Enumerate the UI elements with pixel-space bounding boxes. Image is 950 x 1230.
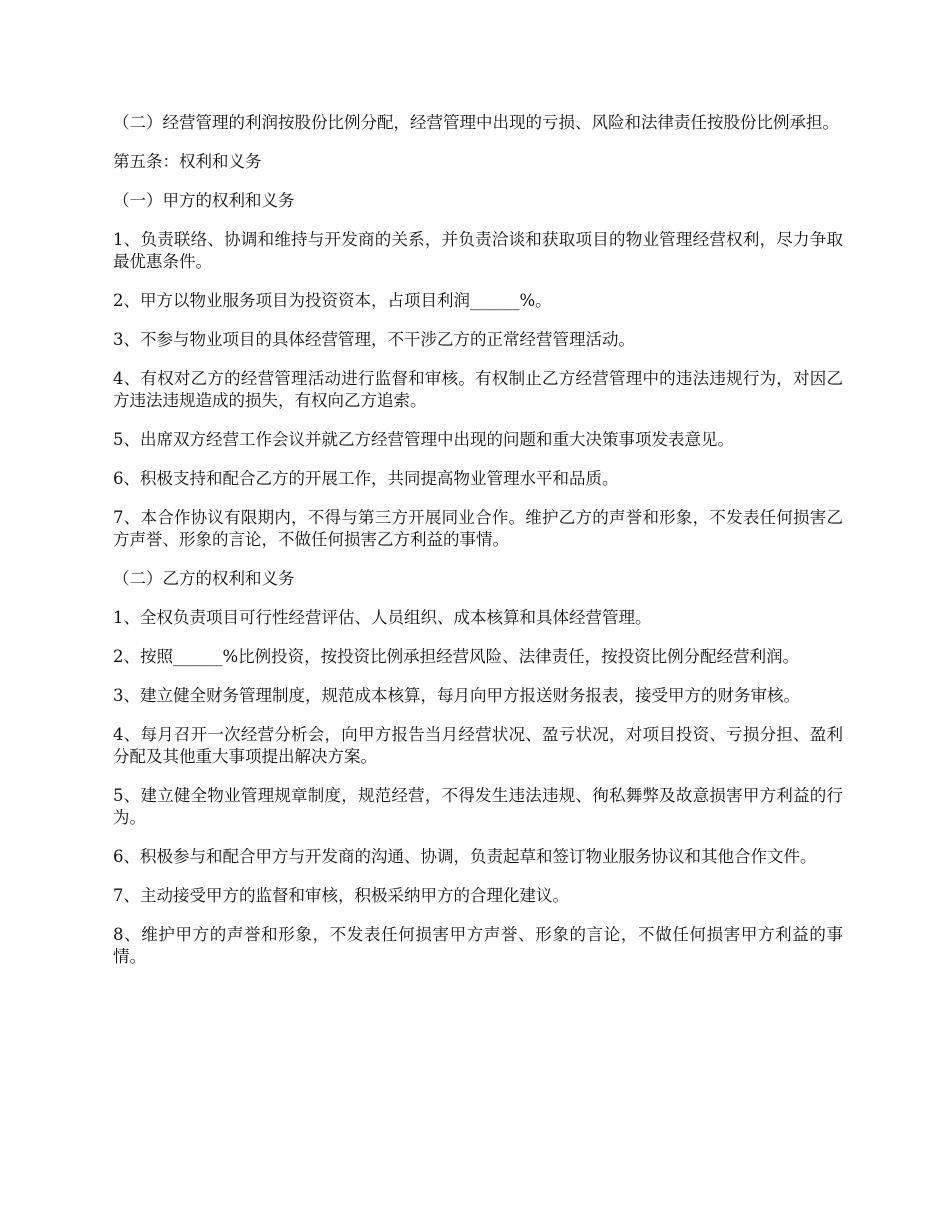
party-a-item-4: 4、有权对乙方的经营管理活动进行监督和审核。有权制止乙方经营管理中的违法违规行为，对因乙方违法违规造成的损失，有权向乙方追索。	[113, 369, 843, 410]
paragraph-profit-distribution: （二）经营管理的利润按股份比例分配，经营管理中出现的亏损、风险和法律责任按股份比例承担。	[113, 113, 839, 132]
party-b-item-2: 2、按照______%比例投资，按投资比例承担经营风险、法律责任，按投资比例分配经营利润。	[113, 647, 800, 666]
party-a-item-2: 2、甲方以物业服务项目为投资资本，占项目利润______%。	[113, 291, 552, 310]
party-a-item-6: 6、积极支持和配合乙方的开展工作，共同提高物业管理水平和品质。	[113, 469, 619, 488]
party-a-item-3: 3、不参与物业项目的具体经营管理，不干涉乙方的正常经营管理活动。	[113, 330, 635, 349]
party-a-item-7: 7、本合作协议有限期内，不得与第三方开展同业合作。维护乙方的声誉和形象，不发表任何损害乙方声誉、形象的言论，不做任何损害乙方利益的事情。	[113, 508, 843, 549]
party-b-section-heading: （二）乙方的权利和义务	[113, 569, 295, 588]
party-a-item-1: 1、负责联络、协调和维持与开发商的关系，并负责洽谈和获取项目的物业管理经营权利，尽力争取最优惠条件。	[113, 230, 843, 271]
article-5-heading: 第五条：权利和义务	[113, 152, 262, 171]
party-b-item-3: 3、建立健全财务管理制度，规范成本核算，每月向甲方报送财务报表，接受甲方的财务审核。	[113, 686, 800, 705]
party-b-item-6: 6、积极参与和配合甲方与开发商的沟通、协调，负责起草和签订物业服务协议和其他合作文件。	[113, 847, 817, 866]
party-b-item-4: 4、每月召开一次经营分析会，向甲方报告当月经营状况、盈亏状况，对项目投资、亏损分担、盈利分配及其他重大事项提出解决方案。	[113, 725, 843, 766]
party-b-item-7: 7、主动接受甲方的监督和审核，积极采纳甲方的合理化建议。	[113, 886, 569, 905]
party-a-section-heading: （一）甲方的权利和义务	[113, 191, 295, 210]
party-b-item-1: 1、全权负责项目可行性经营评估、人员组织、成本核算和具体经营管理。	[113, 608, 652, 627]
party-b-item-5: 5、建立健全物业管理规章制度，规范经营，不得发生违法违规、徇私舞弊及故意损害甲方利益的行为。	[113, 786, 843, 827]
party-b-item-8: 8、维护甲方的声誉和形象，不发表任何损害甲方声誉、形象的言论，不做任何损害甲方利益的事情。	[113, 925, 843, 966]
party-a-item-5: 5、出席双方经营工作会议并就乙方经营管理中出现的问题和重大决策事项发表意见。	[113, 430, 734, 449]
document-body	[113, 112, 843, 985]
